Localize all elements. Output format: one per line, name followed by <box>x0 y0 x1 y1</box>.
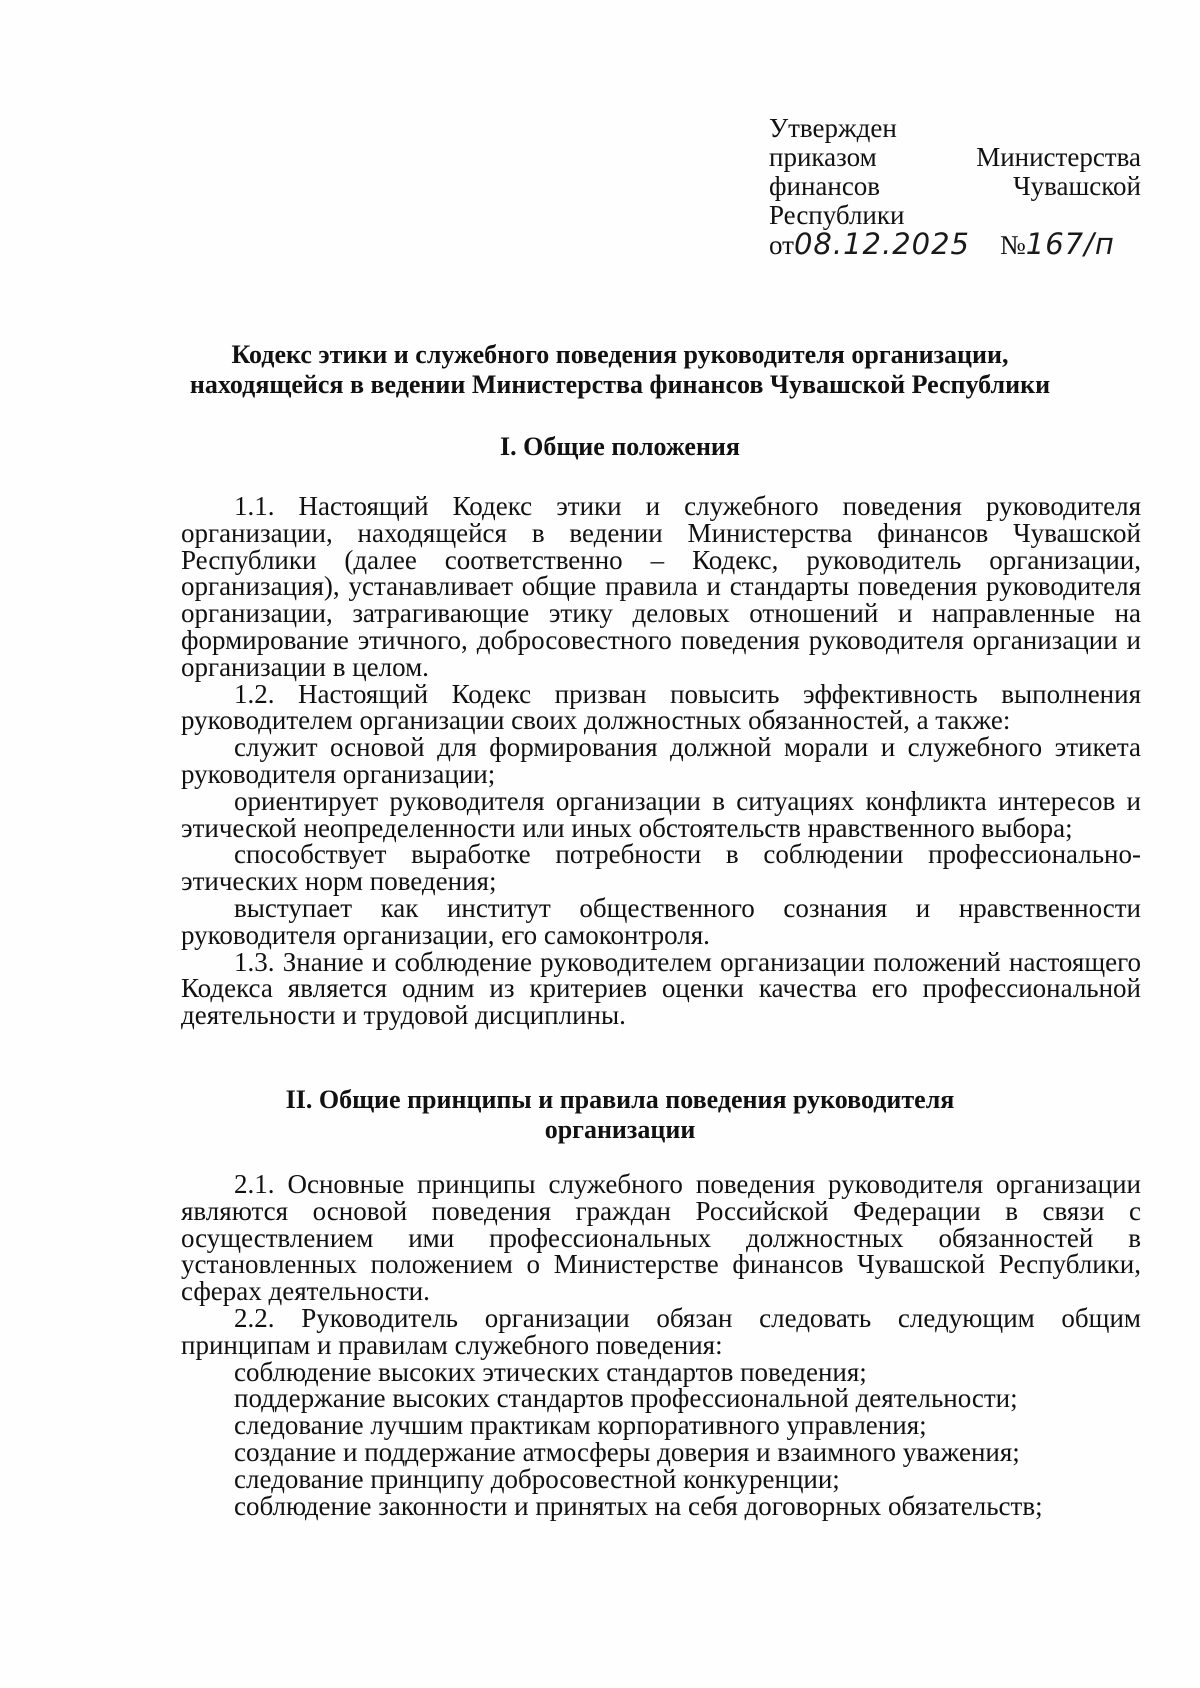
approval-line-1 <box>769 114 1141 143</box>
document-title <box>170 340 1070 400</box>
paragraph-1-1: 1.1. Настоящий Кодекс этики и служебного поведения руководителя организации, находящейся в ведении Министерства финансов Чувашской Республики (далее соответственно – Кодекс, руководитель организации, организация), устанавливает общие правила и стандарты поведения руководителя организации, затрагивающие этику деловых отношений и направленные на формирование этичного, добросовестного поведения руководителя организации и организации в целом. <box>181 491 1141 682</box>
section-2-heading <box>170 1085 1070 1145</box>
approval-republic-word: Республики <box>769 200 905 230</box>
paragraph-1-2: 1.2. Настоящий Кодекс призван повысить эффективность выполнения руководителем организации своих должностных обязанностей, а также: <box>181 678 1141 736</box>
approval-order-word: приказом <box>769 142 877 172</box>
approval-ministry-word: Министерства <box>976 142 1141 172</box>
number-prefix: № <box>1000 230 1026 260</box>
section-2-heading-line-1: II. Общие принципы и правила поведения руководителя <box>285 1085 955 1114</box>
section-2-body <box>181 1171 1141 1519</box>
approval-chuvash-word: Чувашской <box>1013 171 1141 201</box>
paragraph-1-2-item-1: служит основой для формирования должной морали и служебного этикета руководителя организации; <box>181 732 1141 789</box>
approval-line-2 <box>769 143 1141 172</box>
approval-line-4 <box>769 201 1141 230</box>
paragraph-2-1: 2.1. Основные принципы служебного поведения руководителя организации являются основой поведения граждан Российской Федерации в связи с осуществлением ими профессиональных должностных обязанностей в установленных положением о Министерстве финансов Чувашской Республики, сферах деятельности. <box>181 1169 1141 1307</box>
paragraph-2-2: 2.2. Руководитель организации обязан следовать следующим общим принципам и правилам служебного поведения: <box>181 1302 1141 1360</box>
document-title-line-2: находящейся в ведении Министерства финансов Чувашской Республики <box>189 370 1051 399</box>
approval-line-3 <box>769 172 1141 201</box>
paragraph-2-2-item-2: поддержание высоких стандартов профессиональной деятельности; <box>234 1383 1018 1414</box>
paragraph-2-2-item-3: следование лучшим практикам корпоративного управления; <box>234 1410 927 1441</box>
paragraph-2-2-item-6: соблюдение законности и принятых на себя договорных обязательств; <box>234 1490 1043 1521</box>
section-1-heading: I. Общие положения <box>500 432 740 461</box>
date-prefix: от <box>769 230 794 260</box>
approval-approved-text: Утвержден <box>769 113 897 143</box>
handwritten-order-number: 167/п <box>1025 227 1115 261</box>
paragraph-1-2-item-2: ориентирует руководителя организации в ситуациях конфликта интересов и этической неопределенности или иных обстоятельств нравственного выбора; <box>181 785 1141 843</box>
paragraph-1-3: 1.3. Знание и соблюдение руководителем организации положений настоящего Кодекса является одним из критериев оценки качества его профессиональной деятельности и трудовой дисциплины. <box>181 946 1141 1031</box>
paragraph-2-2-item-4: создание и поддержание атмосферы доверия и взаимного уважения; <box>234 1436 1020 1467</box>
approval-block <box>769 114 1141 260</box>
approval-finance-word: финансов <box>769 171 881 201</box>
paragraph-1-2-item-4: выступает как институт общественного сознания и нравственности руководителя организации, его самоконтроля. <box>181 892 1141 950</box>
section-1-body <box>181 493 1141 1029</box>
document-title-line-1: Кодекс этики и служебного поведения руководителя организации, <box>231 340 1009 369</box>
section-2-heading-line-2: организации <box>544 1115 696 1144</box>
handwritten-date: 08.12.2025 <box>793 227 970 261</box>
paragraph-2-2-item-1: соблюдение высоких этических стандартов поведения; <box>234 1356 867 1387</box>
paragraph-2-2-item-5: следование принципу добросовестной конкуренции; <box>234 1463 840 1494</box>
paragraph-1-2-item-3: способствует выработке потребности в соблюдении профессионально-этических норм поведения; <box>181 839 1141 897</box>
approval-date-number-line <box>769 227 1141 261</box>
